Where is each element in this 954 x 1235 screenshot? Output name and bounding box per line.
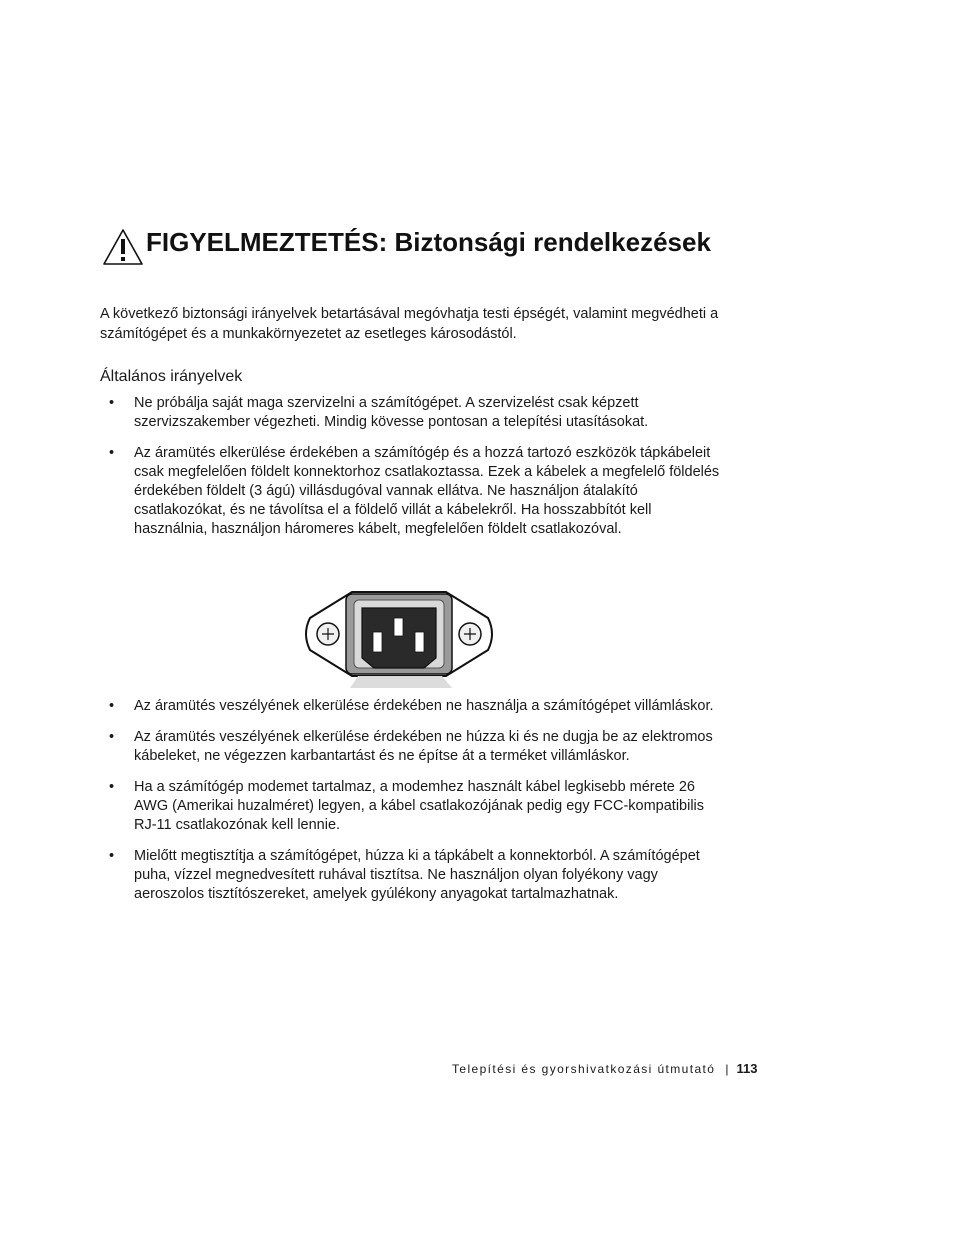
list-item — [100, 444, 720, 539]
bullet-list-general — [100, 394, 720, 551]
bullet-marker: • — [109, 445, 115, 461]
list-item-text: Mielőtt megtisztítja a számítógépet, húzza ki a tápkábelt a konnektorból. A számítógépet puha, vízzel megnedvesített ruhával tisztítsa. Ne használjon olyan folyékony vagy aeroszolos tisztítószereket, amelyek gyúlékony anyagokat tartalmazhatnak. — [134, 848, 700, 902]
footer-title: Telepítési és gyorshivatkozási útmutató — [452, 1062, 716, 1076]
power-connector-illustration — [302, 588, 496, 694]
list-item-text: Az áramütés elkerülése érdekében a számítógép és a hozzá tartozó eszközök tápkábeleit csak megfelelően földelt konnektorhoz csatlakoztassa. Ezek a kábelek a megfelelő földelés érdekében földelt (3 ágú) villásdugóval vannak ellátva. Ne használjon átalakító csatlakozókat, és ne távolítsa el a földelő villát a kábelekről. Ha hosszabbítót kell használnia, használjon háromeres kábelt, megfelelően földelt csatlakozóval. — [134, 445, 720, 537]
list-item-text: Ha a számítógép modemet tartalmaz, a modemhez használt kábel legkisebb mérete 26 AWG (Amerikai huzalméret) legyen, a kábel csatlakozójának pedig egy FCC-kompatibilis RJ-11 csatlakozónak kell lennie. — [134, 779, 705, 833]
list-item — [100, 394, 720, 432]
page-title: FIGYELMEZTETÉS: Biztonsági rendelkezések — [146, 227, 711, 257]
list-item — [100, 847, 720, 904]
bullet-marker: • — [109, 395, 115, 411]
list-item — [100, 778, 720, 835]
bullet-marker: • — [109, 779, 115, 795]
warning-triangle-icon — [102, 228, 144, 266]
page-footer — [452, 1061, 757, 1076]
list-item-text: Ne próbálja saját maga szervizelni a számítógépet. A szervizelést csak képzett szervizszakember végezheti. Mindig kövesse pontosan a telepítési utasításokat. — [134, 395, 649, 430]
bullet-marker: • — [109, 848, 115, 864]
list-item — [100, 697, 720, 716]
list-item — [100, 728, 720, 766]
bullet-marker: • — [109, 698, 115, 714]
intro-paragraph: A következő biztonsági irányelvek betartásával megóvhatja testi épségét, valamint megvédheti a számítógépet és a munkakörnyezetet az esetleges károsodástól. — [100, 306, 719, 342]
section-title: Általános irányelvek — [100, 368, 243, 385]
page-number: 113 — [736, 1061, 758, 1076]
list-item-text: Az áramütés veszélyének elkerülése érdekében ne használja a számítógépet villámláskor. — [134, 698, 714, 714]
footer-separator: | — [725, 1062, 729, 1076]
bullet-marker: • — [109, 729, 115, 745]
list-item-text: Az áramütés veszélyének elkerülése érdekében ne húzza ki és ne dugja be az elektromos kábeleket, ne végezzen karbantartást és ne építse át a terméket villámláskor. — [134, 729, 713, 764]
bullet-list-continued — [100, 697, 720, 916]
page-heading — [100, 228, 720, 257]
